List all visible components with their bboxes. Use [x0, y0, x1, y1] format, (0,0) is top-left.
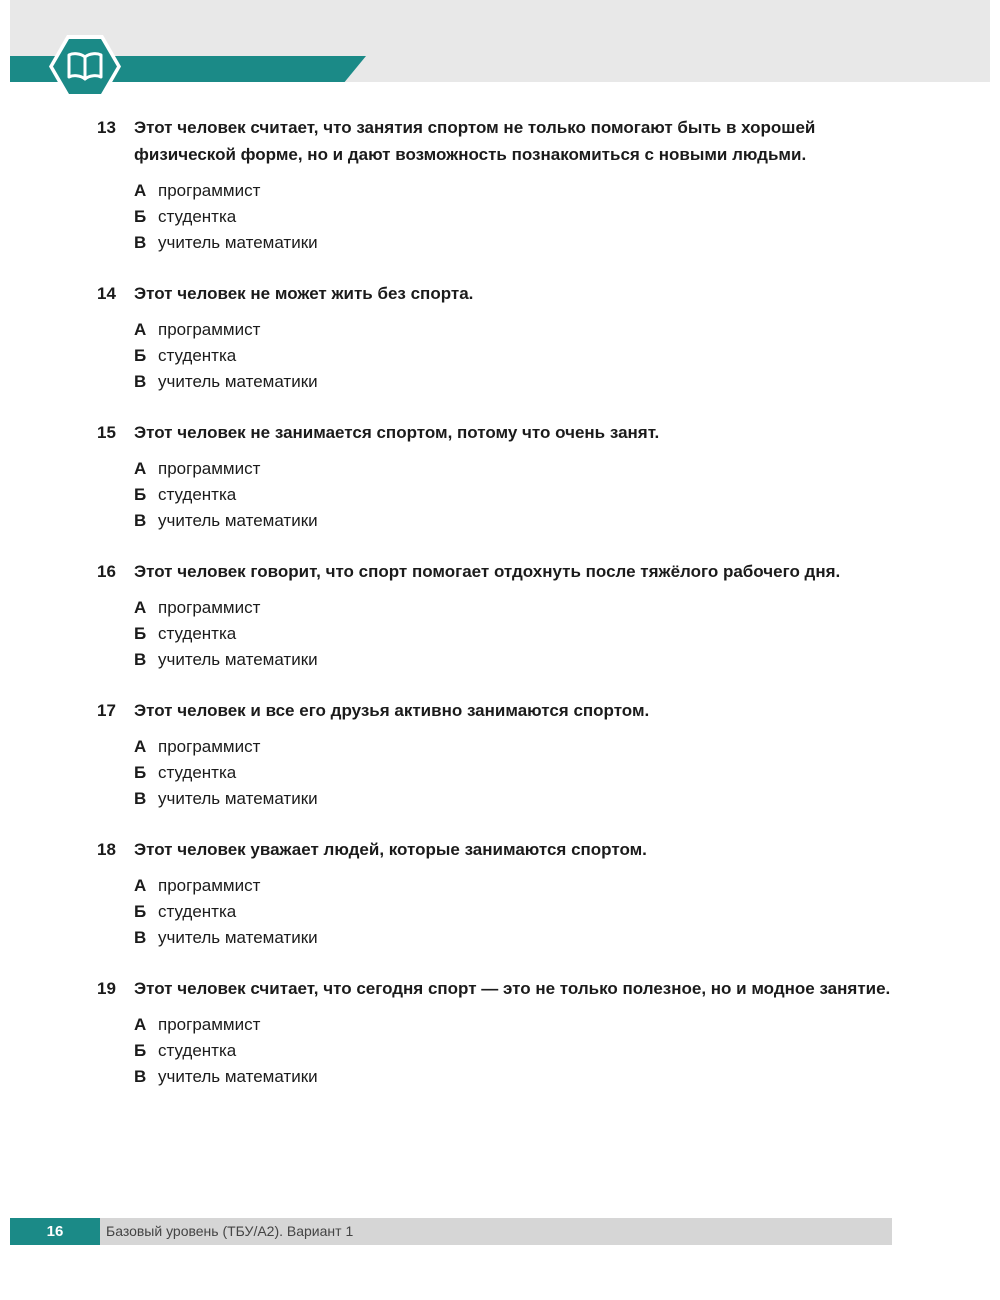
- option-text: студентка: [158, 207, 237, 226]
- option-letter: В: [134, 372, 147, 391]
- option-letter: В: [134, 928, 147, 947]
- option-text: студентка: [158, 1041, 237, 1060]
- question-15: [97, 419, 897, 534]
- option-text: учитель математики: [158, 372, 318, 391]
- option-letter: А: [134, 598, 147, 617]
- option-text: программист: [158, 1015, 261, 1034]
- question-number: 14: [97, 284, 116, 303]
- option-letter: В: [134, 233, 147, 252]
- option-text: студентка: [158, 624, 237, 643]
- option-v[interactable]: [134, 647, 897, 673]
- question-14: [97, 280, 897, 395]
- question-list: [97, 114, 897, 1090]
- option-text: студентка: [158, 346, 237, 365]
- option-text: программист: [158, 181, 261, 200]
- option-letter: Б: [134, 763, 147, 782]
- question-text: Этот человек не может жить без спорта.: [134, 284, 474, 303]
- option-letter: А: [134, 1015, 147, 1034]
- option-text: студентка: [158, 485, 237, 504]
- question-19: [97, 975, 897, 1090]
- option-letter: А: [134, 181, 147, 200]
- option-letter: Б: [134, 207, 147, 226]
- option-text: программист: [158, 459, 261, 478]
- answer-options: [134, 873, 897, 951]
- answer-options: [134, 317, 897, 395]
- option-letter: Б: [134, 346, 147, 365]
- question-17: [97, 697, 897, 812]
- question-text: Этот человек считает, что сегодня спорт — это не только полезное, но и модное занятие.: [134, 979, 891, 998]
- option-letter: Б: [134, 624, 147, 643]
- answer-options: [134, 456, 897, 534]
- option-letter: В: [134, 789, 147, 808]
- question-13: [97, 114, 897, 256]
- question-text: Этот человек говорит, что спорт помогает отдохнуть после тяжёлого рабочего дня.: [134, 562, 841, 581]
- option-letter: А: [134, 876, 147, 895]
- question-number: 13: [97, 118, 116, 137]
- option-v[interactable]: [134, 369, 897, 395]
- question-text: Этот человек не занимается спортом, потому что очень занят.: [134, 423, 660, 442]
- question-number: 19: [97, 979, 116, 998]
- page-footer: [10, 1218, 892, 1245]
- header-hex-inner: [53, 39, 117, 94]
- option-a[interactable]: [134, 317, 897, 343]
- question-number: 16: [97, 562, 116, 581]
- option-b[interactable]: [134, 760, 897, 786]
- footer-title: Базовый уровень (ТБУ/А2). Вариант 1: [106, 1223, 354, 1239]
- option-letter: А: [134, 737, 147, 756]
- option-text: учитель математики: [158, 928, 318, 947]
- question-text: Этот человек считает, что занятия спортом не только помогают быть в хорошей физической форме, но и дают возможность познакомиться с новыми людьми.: [134, 118, 816, 164]
- question-18: [97, 836, 897, 951]
- question-number: 15: [97, 423, 116, 442]
- open-book-icon: [67, 50, 103, 82]
- option-a[interactable]: [134, 456, 897, 482]
- option-v[interactable]: [134, 1064, 897, 1090]
- option-text: студентка: [158, 763, 237, 782]
- question-number: 17: [97, 701, 116, 720]
- option-text: программист: [158, 876, 261, 895]
- option-a[interactable]: [134, 873, 897, 899]
- answer-options: [134, 1012, 897, 1090]
- option-text: программист: [158, 320, 261, 339]
- option-letter: А: [134, 459, 147, 478]
- option-text: учитель математики: [158, 789, 318, 808]
- option-b[interactable]: [134, 1038, 897, 1064]
- option-a[interactable]: [134, 1012, 897, 1038]
- option-b[interactable]: [134, 899, 897, 925]
- option-text: учитель математики: [158, 511, 318, 530]
- option-letter: В: [134, 650, 147, 669]
- option-a[interactable]: [134, 595, 897, 621]
- option-b[interactable]: [134, 621, 897, 647]
- option-text: программист: [158, 598, 261, 617]
- option-letter: В: [134, 511, 147, 530]
- option-b[interactable]: [134, 343, 897, 369]
- question-text: Этот человек и все его друзья активно занимаются спортом.: [134, 701, 650, 720]
- answer-options: [134, 595, 897, 673]
- option-v[interactable]: [134, 508, 897, 534]
- option-a[interactable]: [134, 178, 897, 204]
- option-text: студентка: [158, 902, 237, 921]
- page-number: 16: [10, 1218, 100, 1245]
- option-letter: Б: [134, 485, 147, 504]
- option-v[interactable]: [134, 230, 897, 256]
- option-b[interactable]: [134, 482, 897, 508]
- option-letter: А: [134, 320, 147, 339]
- option-a[interactable]: [134, 734, 897, 760]
- option-letter: Б: [134, 902, 147, 921]
- option-v[interactable]: [134, 786, 897, 812]
- option-text: учитель математики: [158, 1067, 318, 1086]
- option-letter: В: [134, 1067, 147, 1086]
- question-text: Этот человек уважает людей, которые занимаются спортом.: [134, 840, 647, 859]
- answer-options: [134, 178, 897, 256]
- option-b[interactable]: [134, 204, 897, 230]
- option-text: учитель математики: [158, 650, 318, 669]
- option-text: учитель математики: [158, 233, 318, 252]
- question-16: [97, 558, 897, 673]
- option-text: программист: [158, 737, 261, 756]
- answer-options: [134, 734, 897, 812]
- option-v[interactable]: [134, 925, 897, 951]
- question-number: 18: [97, 840, 116, 859]
- option-letter: Б: [134, 1041, 147, 1060]
